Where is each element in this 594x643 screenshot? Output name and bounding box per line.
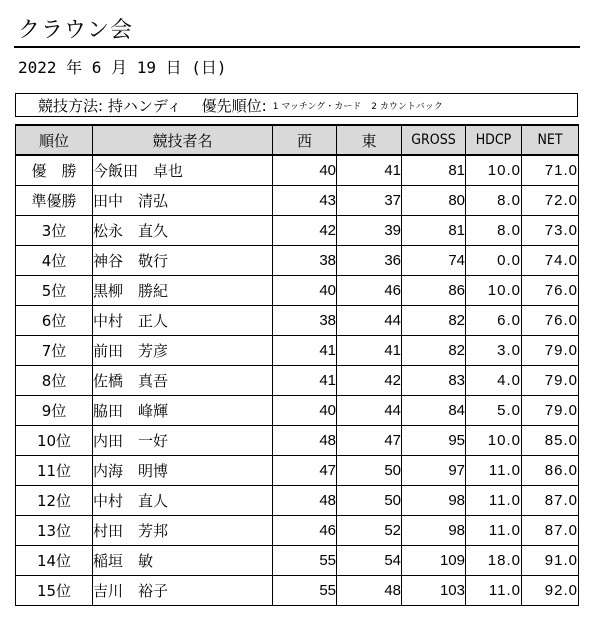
net-score-cell: 86.0	[522, 455, 579, 485]
hdcp-cell: 11.0	[466, 575, 522, 605]
hdcp-cell: 10.0	[466, 425, 522, 455]
player-name-cell: 中村 直人	[93, 485, 273, 515]
gross-score-cell: 84	[402, 395, 466, 425]
net-score-cell: 73.0	[522, 215, 579, 245]
west-score-cell: 40	[273, 395, 337, 425]
rank-cell: 12位	[16, 485, 93, 515]
east-score-cell: 41	[337, 335, 402, 365]
net-score-cell: 76.0	[522, 305, 579, 335]
west-score-cell: 48	[273, 485, 337, 515]
west-score-cell: 40	[273, 275, 337, 305]
table-row	[16, 545, 579, 575]
east-score-cell: 52	[337, 515, 402, 545]
gross-score-cell: 81	[402, 155, 466, 185]
rank-cell: 4位	[16, 245, 93, 275]
header-hdcp: HDCP	[466, 125, 522, 155]
page-title: クラウン会	[18, 18, 134, 43]
rank-cell: 9位	[16, 395, 93, 425]
hdcp-cell: 11.0	[466, 485, 522, 515]
west-score-cell: 43	[273, 185, 337, 215]
net-score-cell: 92.0	[522, 575, 579, 605]
player-name-cell: 村田 芳邦	[93, 515, 273, 545]
table-row	[16, 185, 579, 215]
east-score-cell: 50	[337, 455, 402, 485]
gross-score-cell: 82	[402, 305, 466, 335]
west-score-cell: 46	[273, 515, 337, 545]
net-score-cell: 74.0	[522, 245, 579, 275]
rank-cell: 優 勝	[16, 155, 93, 185]
rank-cell: 3位	[16, 215, 93, 245]
east-score-cell: 48	[337, 575, 402, 605]
table-row	[16, 305, 579, 335]
rank-cell: 7位	[16, 335, 93, 365]
player-name-cell: 吉川 裕子	[93, 575, 273, 605]
table-row	[16, 395, 579, 425]
gross-score-cell: 82	[402, 335, 466, 365]
net-score-cell: 79.0	[522, 395, 579, 425]
hdcp-cell: 3.0	[466, 335, 522, 365]
net-score-cell: 79.0	[522, 365, 579, 395]
table-row	[16, 515, 579, 545]
gross-score-cell: 98	[402, 515, 466, 545]
east-score-cell: 44	[337, 305, 402, 335]
table-row	[16, 275, 579, 305]
hdcp-cell: 8.0	[466, 215, 522, 245]
player-name-cell: 内田 一好	[93, 425, 273, 455]
net-score-cell: 87.0	[522, 515, 579, 545]
priority-2: 2 カウントバック	[371, 101, 443, 112]
player-name-cell: 内海 明博	[93, 455, 273, 485]
hdcp-cell: 5.0	[466, 395, 522, 425]
gross-score-cell: 103	[402, 575, 466, 605]
east-score-cell: 50	[337, 485, 402, 515]
hdcp-cell: 8.0	[466, 185, 522, 215]
rank-cell: 13位	[16, 515, 93, 545]
net-score-cell: 87.0	[522, 485, 579, 515]
east-score-cell: 44	[337, 395, 402, 425]
west-score-cell: 48	[273, 425, 337, 455]
gross-score-cell: 83	[402, 365, 466, 395]
rank-cell: 14位	[16, 545, 93, 575]
gross-score-cell: 97	[402, 455, 466, 485]
competition-rules-box	[15, 93, 578, 117]
net-score-cell: 85.0	[522, 425, 579, 455]
player-name-cell: 佐橋 真吾	[93, 365, 273, 395]
competition-method: 競技方法: 持ハンディ	[38, 96, 182, 115]
table-row	[16, 455, 579, 485]
hdcp-cell: 0.0	[466, 245, 522, 275]
west-score-cell: 38	[273, 305, 337, 335]
east-score-cell: 37	[337, 185, 402, 215]
gross-score-cell: 74	[402, 245, 466, 275]
net-score-cell: 91.0	[522, 545, 579, 575]
hdcp-cell: 10.0	[466, 155, 522, 185]
event-date: 2022 年 6 月 19 日 (日)	[18, 58, 227, 77]
player-name-cell: 田中 清弘	[93, 185, 273, 215]
net-score-cell: 72.0	[522, 185, 579, 215]
west-score-cell: 55	[273, 575, 337, 605]
gross-score-cell: 80	[402, 185, 466, 215]
hdcp-cell: 18.0	[466, 545, 522, 575]
west-score-cell: 41	[273, 365, 337, 395]
gross-score-cell: 95	[402, 425, 466, 455]
table-row	[16, 575, 579, 605]
table-row	[16, 155, 579, 185]
net-score-cell: 76.0	[522, 275, 579, 305]
hdcp-cell: 4.0	[466, 365, 522, 395]
player-name-cell: 稲垣 敏	[93, 545, 273, 575]
gross-score-cell: 109	[402, 545, 466, 575]
east-score-cell: 42	[337, 365, 402, 395]
player-name-cell: 今飯田 卓也	[93, 155, 273, 185]
east-score-cell: 36	[337, 245, 402, 275]
title-underline	[14, 46, 580, 48]
hdcp-cell: 10.0	[466, 275, 522, 305]
gross-score-cell: 81	[402, 215, 466, 245]
player-name-cell: 脇田 峰輝	[93, 395, 273, 425]
net-score-cell: 79.0	[522, 335, 579, 365]
hdcp-cell: 11.0	[466, 455, 522, 485]
header-east: 東	[337, 125, 402, 155]
gross-score-cell: 98	[402, 485, 466, 515]
rank-cell: 5位	[16, 275, 93, 305]
east-score-cell: 47	[337, 425, 402, 455]
west-score-cell: 42	[273, 215, 337, 245]
west-score-cell: 47	[273, 455, 337, 485]
header-rank: 順位	[16, 125, 93, 155]
rank-cell: 15位	[16, 575, 93, 605]
east-score-cell: 46	[337, 275, 402, 305]
player-name-cell: 黒柳 勝紀	[93, 275, 273, 305]
east-score-cell: 39	[337, 215, 402, 245]
rank-cell: 準優勝	[16, 185, 93, 215]
player-name-cell: 神谷 敬行	[93, 245, 273, 275]
east-score-cell: 41	[337, 155, 402, 185]
header-net: NET	[522, 125, 579, 155]
table-row	[16, 425, 579, 455]
rank-cell: 8位	[16, 365, 93, 395]
table-row	[16, 335, 579, 365]
header-player-name: 競技者名	[93, 125, 273, 155]
west-score-cell: 55	[273, 545, 337, 575]
table-row	[16, 245, 579, 275]
table-header-row	[16, 125, 579, 155]
table-row	[16, 485, 579, 515]
west-score-cell: 41	[273, 335, 337, 365]
table-row	[16, 365, 579, 395]
west-score-cell: 40	[273, 155, 337, 185]
east-score-cell: 54	[337, 545, 402, 575]
net-score-cell: 71.0	[522, 155, 579, 185]
priority-label: 優先順位:	[201, 96, 267, 115]
rank-cell: 10位	[16, 425, 93, 455]
rank-cell: 11位	[16, 455, 93, 485]
priority-1: 1 マッチング・カード	[272, 101, 362, 112]
player-name-cell: 中村 正人	[93, 305, 273, 335]
west-score-cell: 38	[273, 245, 337, 275]
hdcp-cell: 6.0	[466, 305, 522, 335]
player-name-cell: 松永 直久	[93, 215, 273, 245]
rank-cell: 6位	[16, 305, 93, 335]
results-table	[15, 124, 579, 606]
header-gross: GROSS	[402, 125, 466, 155]
gross-score-cell: 86	[402, 275, 466, 305]
table-row	[16, 215, 579, 245]
player-name-cell: 前田 芳彦	[93, 335, 273, 365]
header-west: 西	[273, 125, 337, 155]
hdcp-cell: 11.0	[466, 515, 522, 545]
